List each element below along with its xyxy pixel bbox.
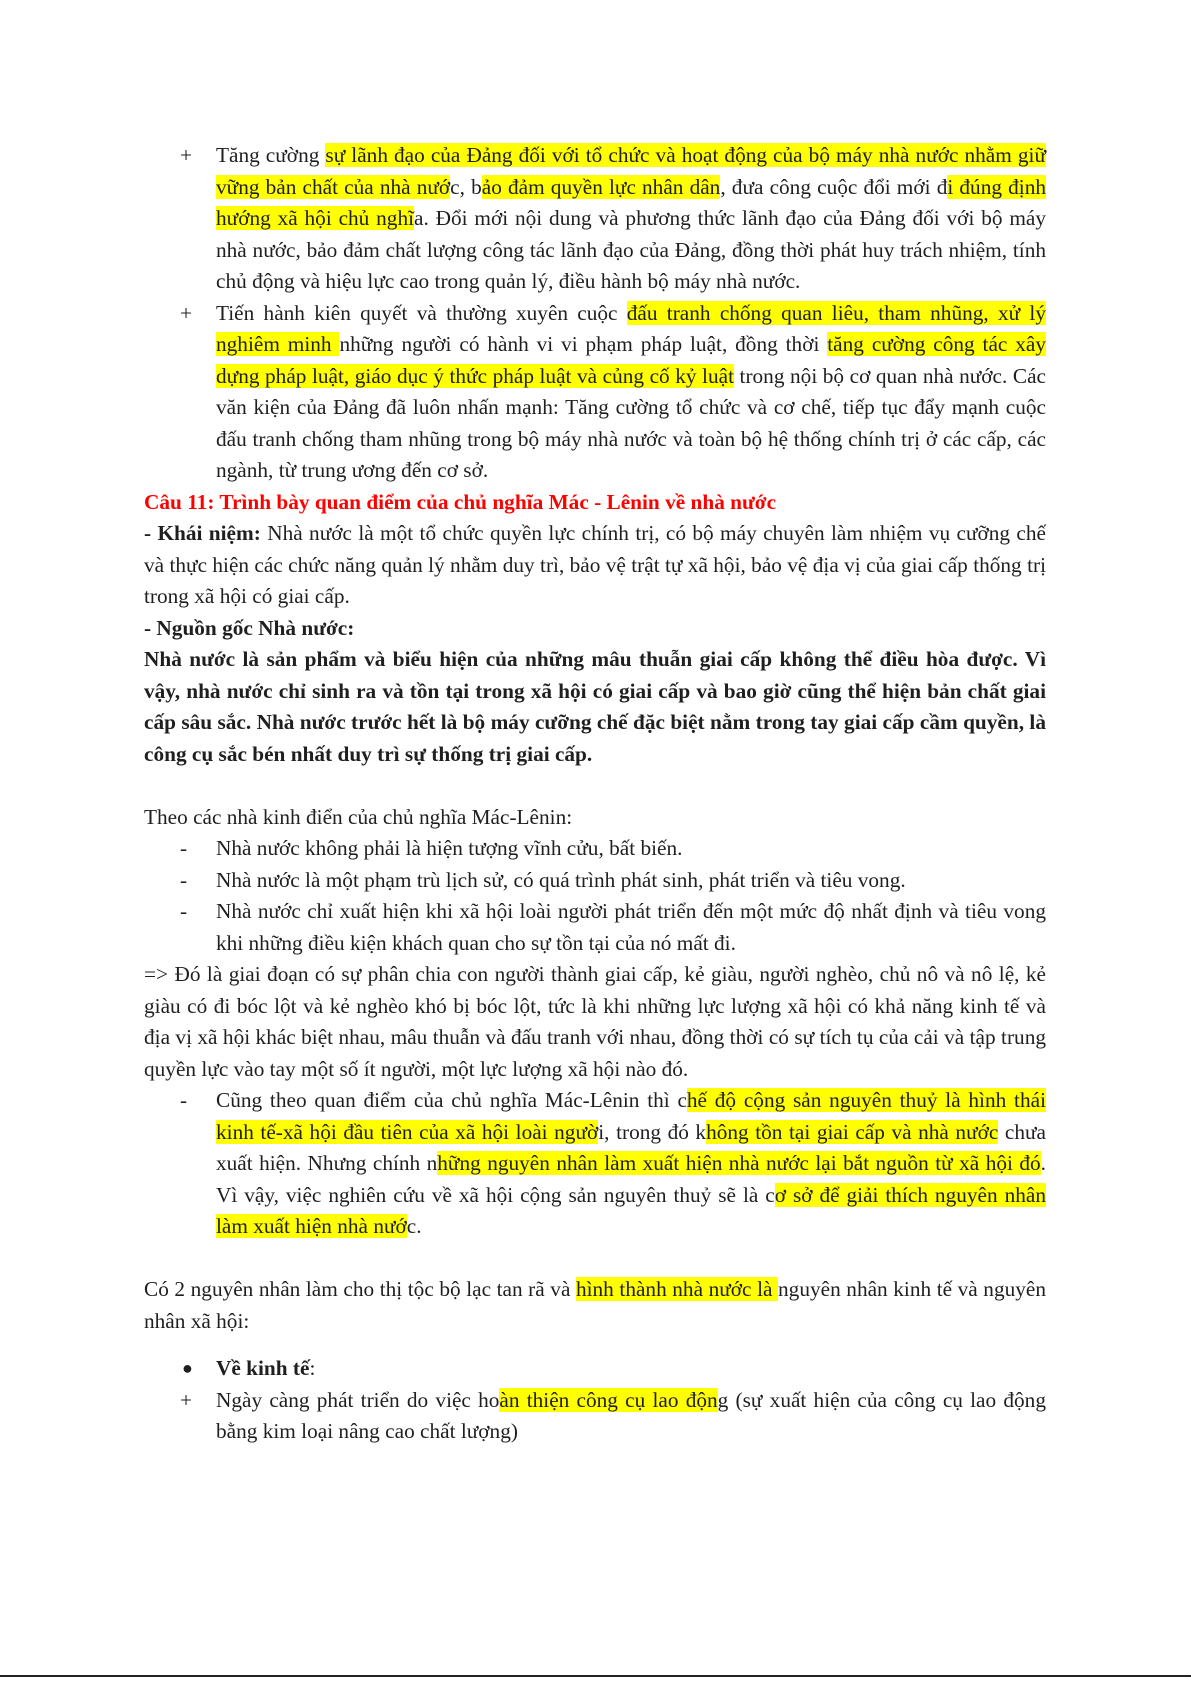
list-marker: - — [180, 899, 188, 923]
highlighted-text: ảo đảm quyền lực nhân dân — [481, 174, 721, 199]
list-marker: - — [180, 1088, 188, 1112]
highlighted-text: đấu tranh chống quan liêu, tham nhũng, xử lý nghiêm minh — [216, 300, 1046, 356]
causes-paragraph — [144, 1274, 1046, 1337]
page-bottom-edge — [0, 1675, 1191, 1677]
list-item-text — [216, 301, 1046, 483]
highlighted-text: sự lãnh đạo của Đảng đối với tổ chức và hoạt động của bộ máy nhà nước nhằm giữ vững bản chất của nhà nướ — [216, 143, 1046, 199]
text-run: c, b — [450, 174, 482, 199]
text-run: i, trong đó k — [598, 1119, 707, 1144]
list-item — [144, 865, 1046, 897]
highlighted-text: tăng cường công tác xây dựng pháp luật, giáo dục ý thức pháp luật và củng cố kỷ luật — [216, 332, 1046, 388]
highlighted-text: i đúng định hướng xã hội chủ nghĩ — [216, 174, 1046, 230]
list-item — [144, 140, 1046, 298]
highlighted-text: ơ sở để giải thích nguyên nhân làm xuất hiện nhà nướ — [216, 1182, 1046, 1238]
text-run: , đưa công cuộc đổi mới đ — [720, 174, 948, 199]
question-heading: Câu 11: Trình bày quan điểm của chủ nghĩa Mác - Lênin về nhà nước — [144, 489, 777, 514]
highlighted-text: hình thành nhà nước là — [575, 1277, 779, 1301]
list-item — [144, 833, 1046, 865]
concept-label: - Khái niệm: — [144, 521, 261, 545]
spacer — [144, 1243, 1046, 1275]
text-run: c. — [406, 1214, 422, 1238]
text-run: a. Đổi mới nội dung và phương thức lãnh đạo của Đảng đối với bộ máy nhà nước, bảo đảm chất lượng công tác lãnh đạo của Đảng, đồng thời phát huy trách nhiệm, tính chủ động và hiệu lực cao trong quản lý, điều hành bộ máy nhà nước. — [216, 206, 1046, 293]
origin-label: - Nguồn gốc Nhà nước: — [144, 615, 355, 640]
text-run: . Vì vậy, việc nghiên cứu về xã hội cộng sản nguyên thuỷ sẽ là c — [216, 1151, 1046, 1207]
text-run: g (sự xuất hiện của công cụ lao động bằng kim loại nâng cao chất lượng) — [216, 1387, 1046, 1443]
text-run: chưa xuất hiện. Nhưng chính n — [216, 1119, 1046, 1175]
list-item-text — [216, 1088, 1046, 1238]
list-marker: + — [180, 1387, 193, 1412]
origin-text: Nhà nước là sản phẩm và biểu hiện của những mâu thuẫn giai cấp không thể điều hòa được. Vì vậy, nhà nước chỉ sinh ra và tồn tại trong xã hội có giai cấp và bao giờ cũng thể hiện bản chất giai cấp sâu sắc. Nhà nước trước hết là bộ máy cưỡng chế đặc biệt nằm trong tay giai cấp cầm quyền, là công cụ sắc bén nhất duy trì sự thống trị giai cấp. — [144, 647, 1046, 766]
list-marker: - — [180, 836, 188, 860]
page-content — [144, 140, 1046, 1448]
bullet-icon: ● — [182, 1358, 193, 1378]
spacer — [144, 770, 1046, 802]
list-item-text: Nhà nước là một phạm trù lịch sử, có quá trình phát sinh, phát triển và tiêu vong. — [216, 867, 906, 892]
list-item-text — [216, 1388, 1046, 1444]
list-item — [144, 1353, 1046, 1385]
concept-paragraph — [144, 518, 1046, 613]
text-run: trong nội bộ cơ quan nhà nước. Các văn kiện của Đảng đã luôn nhấn mạnh: Tăng cường tổ chức và cơ chế, tiếp tục đẩy mạnh cuộc đấu tranh chống tham nhũng trong bộ máy nhà nước và toàn bộ hệ thống chính trị ở các cấp, các ngành, từ trung ương đến cơ sở. — [216, 363, 1046, 482]
list-item — [144, 1085, 1046, 1243]
text-run: Cũng theo quan điểm của chủ nghĩa Mác-Lênin thì c — [216, 1088, 687, 1112]
text-run: Có 2 nguyên nhân làm cho thị tộc bộ lạc tan rã và — [144, 1277, 576, 1301]
list-marker: - — [180, 867, 188, 892]
list-marker: + — [180, 300, 193, 325]
list-item-text: Nhà nước chỉ xuất hiện khi xã hội loài người phát triển đến một mức độ nhất định và tiêu vong khi những điều kiện khách quan cho sự tồn tại của nó mất đi. — [216, 899, 1046, 955]
highlighted-text: hông tồn tại giai cấp và nhà nước — [706, 1119, 999, 1144]
list-marker: + — [180, 143, 193, 167]
concept-text: Nhà nước là một tổ chức quyền lực chính trị, có bộ máy chuyên làm nhiệm vụ cưỡng chế và thực hiện các chức năng quản lý nhằm duy trì, bảo vệ trật tự xã hội, bảo vệ địa vị của giai cấp thống trị trong xã hội có giai cấp. — [144, 521, 1046, 608]
list-item — [144, 896, 1046, 959]
text-run: những người có hành vi vi phạm pháp luật, đồng thời — [339, 332, 828, 356]
list-item-text: Nhà nước không phải là hiện tượng vĩnh cửu, bất biến. — [216, 836, 683, 860]
text-run: Tăng cường — [216, 143, 326, 167]
text-run: Tiến hành kiên quyết và thường xuyên cuộc — [216, 300, 627, 325]
highlighted-text: hế độ cộng sản nguyên thuỷ là hình thái kinh tế-xã hội đầu tiên của xã hội loài ngườ — [216, 1088, 1046, 1144]
highlighted-text: àn thiện công cụ lao độn — [499, 1387, 718, 1412]
list-item — [144, 1385, 1046, 1448]
text-run: nguyên nhân kinh tế và nguyên nhân xã hội: — [144, 1277, 1046, 1333]
conclusion-paragraph: => Đó là giai đoạn có sự phân chia con người thành giai cấp, kẻ giàu, người nghèo, chủ nô và nô lệ, kẻ giàu có đi bóc lột và kẻ nghèo khó bị bóc lột, tức là khi những lực lượng xã hội có khả năng kinh tế và địa vị xã hội khác biệt nhau, mâu thuẫn và đấu tranh với nhau, đồng thời có sự tích tụ của cải và tập trung quyền lực vào tay một số ít người, một lực lượng xã hội nào đó. — [144, 962, 1046, 1081]
list-item-text — [216, 143, 1046, 293]
highlighted-text: hững nguyên nhân làm xuất hiện nhà nước lại bắt nguồn từ xã hội đó — [437, 1151, 1041, 1175]
text-run: Ngày càng phát triển do việc ho — [216, 1387, 500, 1412]
spacer — [144, 1337, 1046, 1353]
economy-label: Về kinh tế — [216, 1356, 310, 1380]
classics-intro: Theo các nhà kinh điển của chủ nghĩa Mác-Lênin: — [144, 804, 573, 829]
economy-colon: : — [309, 1356, 316, 1380]
list-item — [144, 298, 1046, 487]
